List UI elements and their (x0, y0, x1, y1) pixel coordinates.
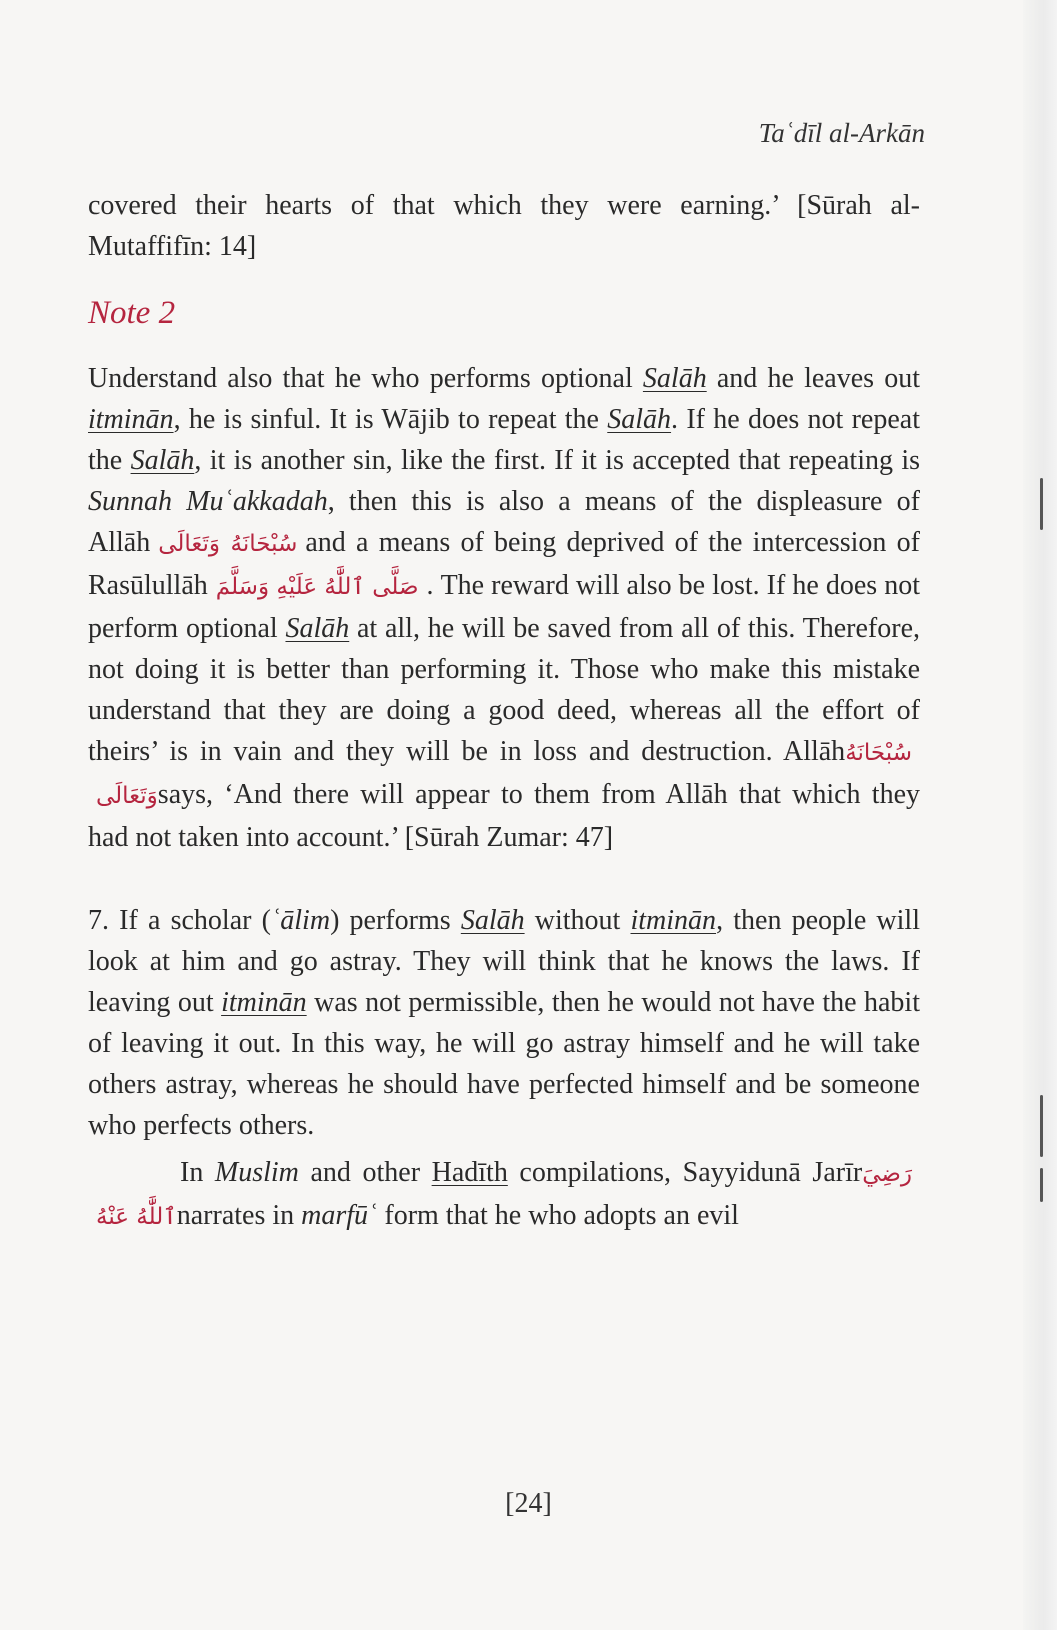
term-muslim: Muslim (214, 1157, 299, 1188)
page-number: [24] (505, 1488, 552, 1519)
term-salah: Salāh (607, 404, 672, 435)
paragraph-point-7 (88, 900, 920, 1146)
term-marfu: marfūʿ (301, 1200, 378, 1231)
term-salah: Salāh (285, 613, 350, 644)
text-run: says, ‘And there will appear to them from Allāh that which they had not taken into account.’ [Sūrah Zumar: 47] (88, 779, 920, 853)
text-run: . The reward will also be lost. If he does not perform optional (88, 570, 921, 644)
page-edge (1023, 0, 1057, 1630)
honorific-companion: رَضِيَ ٱللَّٰهُ عَنْهُ (96, 1161, 912, 1230)
text-run: narrates in (176, 1200, 302, 1231)
text-run: and he leaves out (706, 363, 921, 394)
text-run: was not permissible, then he would not have the habit of leaving it out. In this way, he will go astray himself and he will take others astray, whereas he should have perfected himself and be someone who perfects others. (88, 987, 920, 1141)
edge-mark (1040, 1095, 1043, 1157)
text-run: In (180, 1157, 215, 1188)
text-run: . If he does not repeat the (88, 404, 920, 476)
paragraph-continuation: covered their hearts of that which they were earning.’ [Sūrah al-Mutaffifīn: 14] (88, 190, 920, 262)
term-sunnah-muakkadah: Sunnah Muʿakkadah (88, 486, 328, 517)
text-run: and other (298, 1157, 432, 1188)
paragraph-hadith (88, 1152, 920, 1238)
text-run: without (524, 905, 631, 936)
text-run: , it is another sin, like the first. If it is accepted that repeating is (194, 445, 920, 476)
note-heading: Note 2 (88, 295, 176, 331)
text-run: form that he who adopts an evil (377, 1200, 739, 1231)
page-body (88, 185, 920, 1238)
term-itminan: itminān (630, 905, 717, 936)
term-salah: Salāh (460, 905, 525, 936)
honorific-prophet: صَلَّى ٱللَّٰهُ عَلَيْهِ وَسَلَّمَ (215, 574, 419, 600)
text-run: at all, he will be saved from all of this. Therefore, not doing it is better than performing it. Those who make this mistake understand that they are doing a good deed, whereas all the effort of theirs’ is in vain and they will be in loss and destruction. Allāh (88, 613, 920, 767)
text-run: , then this is also a means of the displeasure of Allāh (88, 486, 920, 558)
edge-mark (1040, 478, 1043, 530)
paragraph-note-2 (88, 358, 920, 858)
term-salah: Salāh (130, 445, 195, 476)
text-run: , then people will look at him and go astray. They will think that he knows the laws. If leaving out (88, 905, 920, 1018)
text-run: compilations, Sayyidunā Jarīr (507, 1157, 863, 1188)
term-salah: Salāh (642, 363, 707, 394)
honorific-allah: سُبْحَانَهُ وَتَعَالَى (158, 531, 298, 557)
term-itminan: itminān (221, 987, 307, 1018)
running-title: Taʿdīl al-Arkān (758, 118, 925, 148)
text-run: 7. If a scholar ( (88, 905, 271, 936)
text-run: Understand also that he who performs optional (88, 363, 643, 394)
text-run: , he is sinful. It is Wājib to repeat the (173, 404, 608, 435)
edge-mark (1040, 1168, 1043, 1202)
term-alim: ʿālim (270, 905, 331, 936)
term-hadith: Hadīth (431, 1157, 508, 1188)
honorific-allah: سُبْحَانَهُ وَتَعَالَى (96, 740, 912, 809)
text-run: ) performs (330, 905, 461, 936)
term-itminan: itminān (88, 404, 174, 435)
text-run: and a means of being deprived of the intercession of Rasūlullāh (88, 527, 920, 601)
